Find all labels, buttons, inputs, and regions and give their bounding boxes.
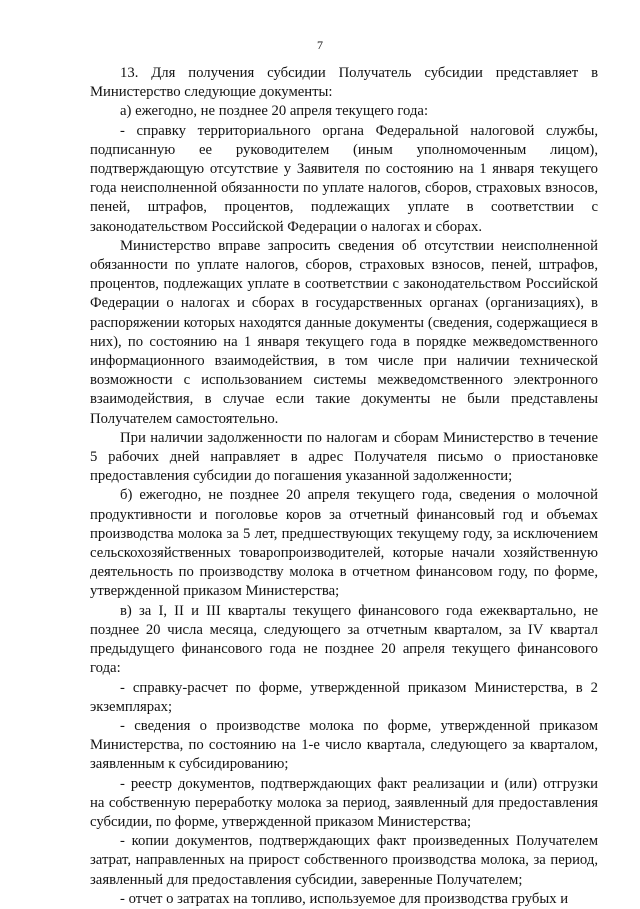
paragraph-subitem-a: а) ежегодно, не позднее 20 апреля текущего года: bbox=[120, 103, 429, 120]
paragraph-fuel-report: - отчет о затратах на топливо, используемое для производства грубых и bbox=[120, 890, 569, 907]
paragraph-subitem-v: в) за I, II и III кварталы текущего финансового года ежеквартально, не позднее 20 числа месяца, следующего за отчетным кварталом, за IV квартал предыдущего финансового года не позднее 20 апреля текущего финансового года: bbox=[90, 602, 598, 677]
paragraph-milk-production-info: - сведения о производстве молока по форме, утвержденной приказом Министерства, по состоянию на 1-е число квартала, следующего за кварталом, заявленным к субсидированию; bbox=[90, 717, 598, 773]
paragraph-documents-register: - реестр документов, подтверждающих факт реализации и (или) отгрузки на собственную переработку молока за период, заявленный для предоставления субсидии, по форме, утвержденной приказом Министерства; bbox=[90, 775, 598, 830]
paragraph-ministry-request: Министерство вправе запросить сведения об отсутствии неисполненной обязанности по уплате налогов, сборов, страховых взносов, пеней, штрафов, процентов, подлежащих уплате в соответствии с законодательством Российской Федерации о налогах и сборах в государственных органах (организациях), в распоряжении которых находятся данные документы (сведения, содержащиеся в них), по состоянию на 1 января текущего года в порядке межведомственного информационного взаимодействия, в том числе при наличии технической возможности с использованием системы межведомственного электронного взаимодействия, в случае если такие документы не были представлены Получателем самостоятельно. bbox=[90, 237, 598, 427]
page-number: 7 bbox=[317, 38, 323, 52]
paragraph-item-13-intro: 13. Для получения субсидии Получатель субсидии представляет в Министерство следующие документы: bbox=[90, 65, 598, 101]
paragraph-expense-copies: - копии документов, подтверждающих факт произведенных Получателем затрат, направленных на прирост собственного производства молока, за период, заявленный для предоставления субсидии, заверенные Получателем; bbox=[90, 833, 598, 888]
paragraph-debt-notice: При наличии задолженности по налогам и сборам Министерство в течение 5 рабочих дней направляет в адрес Получателя письмо о приостановке предоставления субсидии до погашения указанной задолженности; bbox=[90, 429, 598, 485]
document-body bbox=[90, 64, 598, 909]
paragraph-subitem-b: б) ежегодно, не позднее 20 апреля текущего года, сведения о молочной продуктивности и поголовье коров за отчетный финансовый год и объемах производства молока за 5 лет, предшествующих текущему году, за исключением сельскохозяйственных товаропроизводителей, которые начали хозяйственную деятельность по производству молока в отчетном финансовом году, по форме, утвержденной приказом Министерства; bbox=[90, 487, 598, 600]
paragraph-calculation-certificate: - справку-расчет по форме, утвержденной приказом Министерства, в 2 экземплярах; bbox=[90, 679, 598, 715]
paragraph-tax-certificate: - справку территориального органа Федеральной налоговой службы, подписанную ее руководителем (иным уполномоченным лицом), подтверждающую отсутствие у Заявителя по состоянию на 1 января текущего года неисполненной обязанности по уплате налогов, сборов, страховых взносов, пеней, штрафов, процентов, подлежащих уплате в соответствии с законодательством Российской Федерации о налогах и сборах. bbox=[90, 122, 598, 235]
